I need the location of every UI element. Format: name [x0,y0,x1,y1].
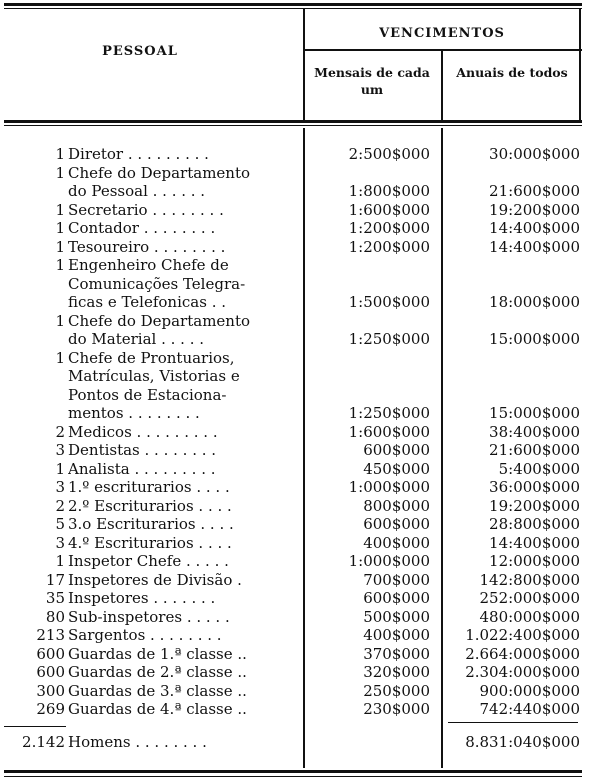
row-annual-total: 2.304:000$000 [465,663,580,681]
row-quantity: 1 [55,552,65,570]
row-monthly-salary: 600$000 [363,589,430,607]
row-quantity: 1 [55,200,65,219]
header-bottom-rule [4,120,582,123]
row-role-line: Tesoureiro . . . . . . . . [68,237,226,256]
row-quantity: 1 [55,348,65,367]
row-quantity: 600 [36,644,65,663]
row-role-line: Diretor . . . . . . . . . [68,145,209,163]
row-role-line: Medicos . . . . . . . . . [68,422,218,441]
row-annual-total: 15:000$000 [489,330,580,348]
table-row [0,626,600,645]
row-quantity: 3 [55,478,65,496]
row-role-line: Inspetor Chefe . . . . . [68,552,229,570]
row-quantity: 2 [55,496,65,515]
total-rule-left [4,726,66,727]
row-monthly-salary: 250$000 [363,681,430,700]
row-annual-total: 18:000$000 [489,293,580,311]
row-role-line: do Pessoal . . . . . . [68,182,206,200]
row-quantity: 1 [55,163,65,182]
table-row [0,571,600,590]
row-quantity: 2 [55,422,65,441]
row-quantity: 1 [55,459,65,478]
row-annual-total: 5:400$000 [498,459,580,478]
row-quantity: 269 [36,700,65,718]
row-role-line: Secretario . . . . . . . . [68,200,224,219]
row-quantity: 1 [55,256,65,274]
row-quantity: 80 [45,607,65,626]
row-annual-total: 14:400$000 [489,237,580,256]
bottom-rule-thin [4,776,582,777]
row-role-line: 1.º escriturarios . . . . [68,478,230,496]
row-annual-total: 142:800$000 [479,570,580,589]
row-monthly-salary: 1:250$000 [348,404,430,422]
total-quantity: 2.142 [22,733,65,751]
header-anuais: Anuais de todos [456,65,568,80]
row-role-line: Matrículas, Vistorias e [68,367,240,385]
row-role-line: Guardas de 2.ª classe .. [68,663,247,681]
row-monthly-salary: 600$000 [363,515,430,533]
row-role-line: Guardas de 3.ª classe .. [68,681,247,700]
total-annual: 8.831:040$000 [465,733,580,751]
row-monthly-salary: 1:000$000 [348,552,430,570]
row-role-line: Engenheiro Chefe de [68,256,229,274]
header-bottom-rule-thin [4,125,582,126]
row-annual-total: 21:600$000 [489,441,580,459]
row-role-line: Inspetores de Divisão . [68,570,242,589]
total-row [0,733,600,752]
row-monthly-salary: 800$000 [363,496,430,515]
row-role-line: Comunicações Telegra- [68,274,246,293]
row-annual-total: 21:600$000 [489,182,580,200]
table-row [0,515,600,534]
table-row [0,645,600,664]
table-row [0,256,600,312]
row-role-line: Chefe do Departamento [68,311,251,330]
table-row [0,478,600,497]
table-row [0,552,600,571]
row-role-line: Chefe do Departamento [68,163,251,182]
table-row [0,534,600,553]
row-annual-total: 1.022:400$000 [465,626,580,644]
row-monthly-salary: 320$000 [363,663,430,681]
row-quantity: 600 [36,663,65,681]
table-row [0,349,600,423]
table-row [0,312,600,349]
table-row [0,497,600,516]
row-annual-total: 742:440$000 [479,700,580,718]
row-role-line: Analista . . . . . . . . . [68,459,216,478]
table-row [0,663,600,682]
row-quantity: 1 [55,237,65,256]
table-row [0,460,600,479]
row-monthly-salary: 1:200$000 [348,219,430,237]
table-row [0,423,600,442]
row-quantity: 213 [36,626,65,644]
header-vencimentos: VENCIMENTOS [379,26,505,41]
row-role-line: mentos . . . . . . . . [68,404,200,422]
row-monthly-salary: 500$000 [363,607,430,626]
table-row [0,145,600,164]
row-quantity: 17 [45,570,65,589]
top-rule [4,3,582,6]
header-pessoal: PESSOAL [102,44,178,59]
row-monthly-salary: 1:800$000 [348,182,430,200]
table-row [0,682,600,701]
table-row [0,219,600,238]
row-role-line: Pontos de Estaciona- [68,385,227,404]
row-annual-total: 30:000$000 [489,145,580,163]
row-role-line: Contador . . . . . . . . [68,219,216,237]
row-annual-total: 19:200$000 [489,496,580,515]
table-row [0,238,600,257]
row-role-line: Sub-inspetores . . . . . [68,607,230,626]
row-role-line: 2.º Escriturarios . . . . [68,496,232,515]
row-monthly-salary: 1:600$000 [348,200,430,219]
row-quantity: 5 [55,515,65,533]
row-annual-total: 28:800$000 [489,515,580,533]
row-quantity: 35 [45,589,65,607]
row-monthly-salary: 230$000 [363,700,430,718]
row-monthly-salary: 1:500$000 [348,293,430,311]
row-quantity: 3 [55,441,65,459]
row-monthly-salary: 370$000 [363,644,430,663]
row-annual-total: 14:400$000 [489,533,580,552]
row-annual-total: 15:000$000 [489,404,580,422]
row-quantity: 1 [55,219,65,237]
vencimentos-underline [304,49,582,51]
bottom-rule [4,770,582,773]
row-role-line: Guardas de 4.ª classe .. [68,700,247,718]
row-monthly-salary: 400$000 [363,533,430,552]
column-divider-2 [441,50,443,120]
row-annual-total: 2.664:000$000 [465,644,580,663]
row-annual-total: 36:000$000 [489,478,580,496]
row-monthly-salary: 700$000 [363,570,430,589]
table-row [0,164,600,201]
table-row [0,608,600,627]
row-quantity: 1 [55,145,65,163]
row-role-line: Sargentos . . . . . . . . [68,626,222,644]
table-row [0,700,600,719]
row-annual-total: 19:200$000 [489,200,580,219]
top-rule-thin [4,8,582,9]
row-quantity: 300 [36,681,65,700]
row-monthly-salary: 600$000 [363,441,430,459]
total-label: Homens . . . . . . . . [68,733,207,751]
row-annual-total: 38:400$000 [489,422,580,441]
row-annual-total: 480:000$000 [479,607,580,626]
row-role-line: Dentistas . . . . . . . . [68,441,217,459]
row-role-line: Chefe de Prontuarios, [68,348,235,367]
row-role-line: do Material . . . . . [68,330,204,348]
header-mensais: Mensais de cada um [314,65,430,97]
row-monthly-salary: 1:200$000 [348,237,430,256]
row-monthly-salary: 1:000$000 [348,478,430,496]
table-row [0,201,600,220]
row-role-line: Guardas de 1.ª classe .. [68,644,247,663]
row-annual-total: 12:000$000 [489,552,580,570]
row-role-line: 4.º Escriturarios . . . . [68,533,232,552]
row-role-line: ficas e Telefonicas . . [68,293,227,311]
row-monthly-salary: 450$000 [363,459,430,478]
row-role-line: 3.o Escriturarios . . . . [68,515,234,533]
row-quantity: 1 [55,311,65,330]
total-rule-right [448,722,578,723]
row-monthly-salary: 2:500$000 [348,145,430,163]
row-annual-total: 14:400$000 [489,219,580,237]
row-monthly-salary: 1:250$000 [348,330,430,348]
table-row [0,441,600,460]
row-role-line: Inspetores . . . . . . . [68,589,216,607]
row-annual-total: 900:000$000 [479,681,580,700]
row-quantity: 3 [55,533,65,552]
row-monthly-salary: 1:600$000 [348,422,430,441]
row-annual-total: 252:000$000 [479,589,580,607]
table-row [0,589,600,608]
row-monthly-salary: 400$000 [363,626,430,644]
